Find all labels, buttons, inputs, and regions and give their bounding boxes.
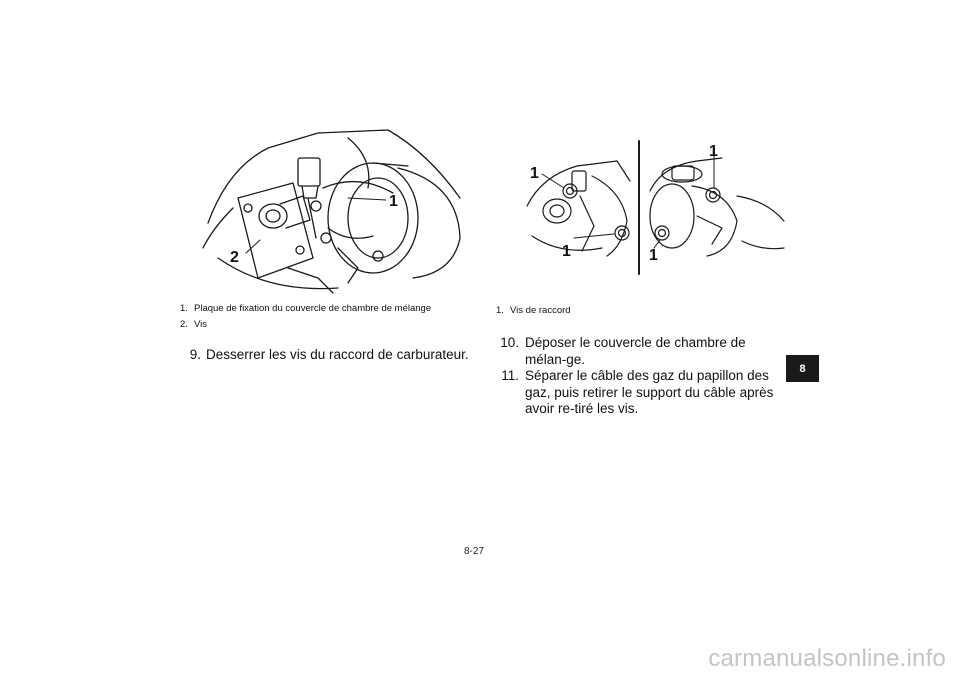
legend-text: Vis de raccord	[510, 305, 571, 316]
legend-number: 1.	[496, 305, 504, 316]
step-number: 9.	[189, 347, 201, 362]
left-figure-legend	[180, 301, 470, 333]
step-item	[497, 368, 783, 418]
callout-1: 1	[389, 193, 398, 210]
watermark: carmanualsonline.info	[708, 645, 946, 672]
chapter-tab: 8	[786, 355, 819, 382]
step-number: 11.	[501, 368, 519, 383]
step-item	[183, 347, 473, 364]
step-text: Séparer le câble des gaz du papillon des gaz, puis retirer le support du câble après avoir re-tiré les vis.	[525, 368, 774, 416]
legend-text: Vis	[194, 319, 208, 330]
callout-1: 1	[649, 247, 658, 264]
legend-number: 1.	[180, 303, 188, 314]
callout-1: 1	[709, 143, 718, 160]
step-number: 10.	[500, 335, 519, 350]
callout-1: 1	[562, 243, 571, 260]
right-step-list	[497, 335, 783, 418]
legend-number: 2.	[180, 319, 188, 330]
callout-2: 2	[230, 249, 239, 266]
legend-item	[496, 303, 786, 319]
left-step-list	[183, 347, 473, 364]
right-figure-legend	[496, 303, 786, 319]
union-screws-illustration	[522, 136, 790, 276]
legend-text: Plaque de fixation du couvercle de chambre de mélange	[194, 303, 432, 314]
step-item	[497, 335, 783, 368]
carburetor-mixing-chamber-illustration	[198, 128, 466, 296]
step-text: Desserrer les vis du raccord de carburateur.	[206, 347, 469, 362]
callout-1: 1	[530, 165, 539, 182]
step-text: Déposer le couvercle de chambre de mélan-ge.	[525, 335, 746, 367]
page-number: 8-27	[464, 546, 485, 557]
legend-item	[180, 317, 470, 333]
legend-item	[180, 301, 470, 317]
